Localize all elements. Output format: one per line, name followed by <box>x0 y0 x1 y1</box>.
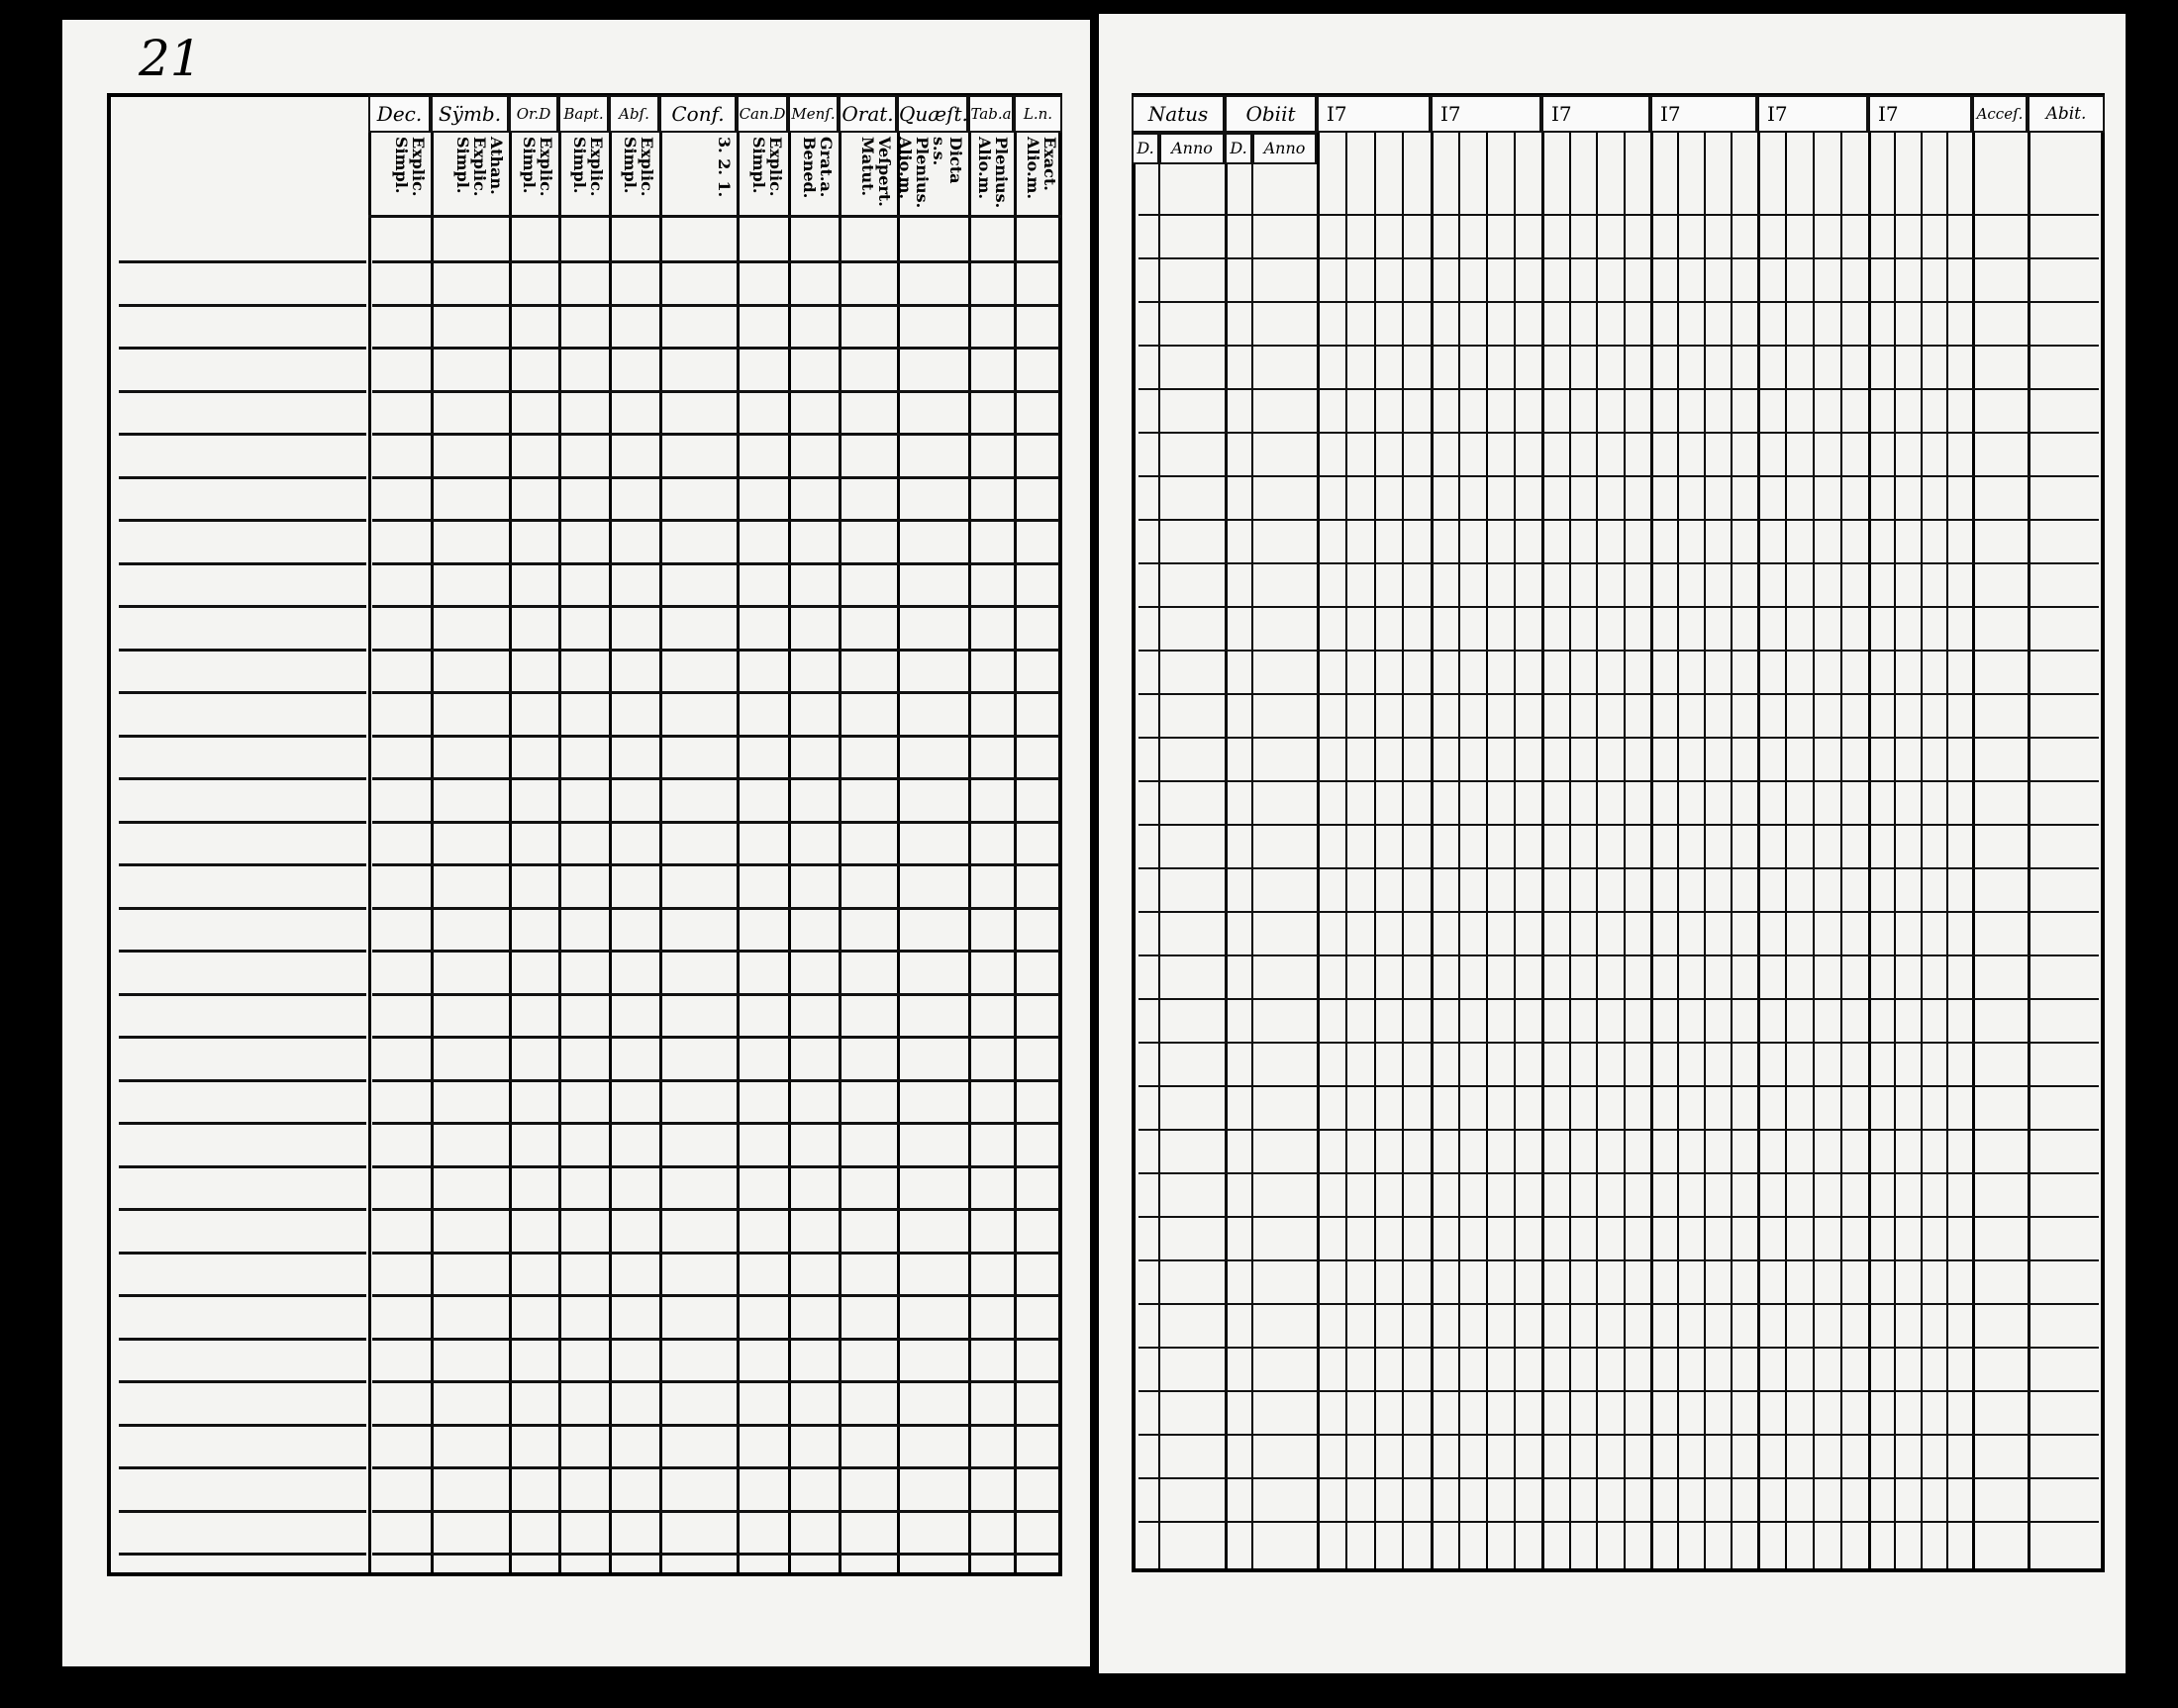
column-header: L.n. <box>1014 95 1062 133</box>
column-divider <box>1431 97 1434 1572</box>
name-row-rule <box>119 605 366 608</box>
column-subheader: Explic. Simpl. <box>392 137 428 197</box>
row-rule <box>372 605 1059 608</box>
column-divider <box>839 97 842 1572</box>
row-rule <box>1138 737 2099 739</box>
row-rule <box>372 1424 1059 1427</box>
column-divider <box>558 97 561 1572</box>
row-rule <box>1138 693 2099 695</box>
name-row-rule <box>119 1510 366 1513</box>
row-rule <box>372 476 1059 479</box>
sub-divider <box>1785 133 1787 1570</box>
row-rule <box>1138 606 2099 608</box>
column-divider <box>1225 97 1228 1572</box>
column-divider <box>1972 97 1975 1572</box>
year-header: I7 <box>1757 95 1868 133</box>
sub-divider <box>1921 133 1923 1570</box>
sub-divider <box>1840 133 1842 1570</box>
row-rule <box>372 863 1059 866</box>
year-header: I7 <box>1541 95 1650 133</box>
row-rule <box>1138 432 2099 434</box>
row-rule <box>1138 1042 2099 1044</box>
column-subheader: Dicta s.s. Plenius. Alio.m. <box>896 137 965 209</box>
sub-divider <box>1486 133 1488 1570</box>
sub-divider <box>1813 133 1815 1570</box>
row-rule <box>372 1165 1059 1168</box>
column-subheader: Grat.a. Bened. <box>800 137 836 199</box>
natus-header: Natus <box>1132 95 1225 133</box>
column-divider <box>968 97 971 1572</box>
name-row-rule <box>119 1252 366 1255</box>
name-row-rule <box>119 1294 366 1297</box>
column-subheader: Explic. Simpl. <box>570 137 606 197</box>
name-row-rule <box>119 691 366 694</box>
row-rule <box>372 691 1059 694</box>
column-header: Quæſt. <box>897 95 968 133</box>
sub-divider <box>1731 133 1732 1570</box>
row-rule <box>1138 301 2099 303</box>
name-row-rule <box>119 347 366 350</box>
column-divider <box>1317 97 1320 1572</box>
row-rule <box>372 993 1059 996</box>
row-rule <box>1138 1521 2099 1523</box>
name-row-rule <box>119 993 366 996</box>
column-divider <box>737 97 740 1572</box>
column-divider <box>897 97 900 1572</box>
column-divider <box>368 97 371 1572</box>
year-header: I7 <box>1317 95 1431 133</box>
row-rule <box>372 649 1059 652</box>
column-divider <box>1541 97 1544 1572</box>
column-subheader: 3. 2. 1. <box>715 137 734 198</box>
column-divider <box>2028 97 2030 1572</box>
sub-divider <box>1704 133 1706 1570</box>
row-rule <box>372 1079 1059 1082</box>
column-divider <box>1014 97 1017 1572</box>
column-subheader: Explic. Simpl. <box>621 137 656 197</box>
name-row-rule <box>119 304 366 307</box>
row-rule <box>1138 257 2099 259</box>
row-rule <box>372 304 1059 307</box>
row-rule <box>1138 1172 2099 1174</box>
column-subheader: Explic. Simpl. <box>749 137 785 197</box>
row-rule <box>1138 1434 2099 1436</box>
row-rule <box>1138 214 2099 216</box>
name-row-rule <box>119 950 366 953</box>
row-rule <box>372 1036 1059 1039</box>
name-row-rule <box>119 649 366 652</box>
column-header: Or.D <box>509 95 558 133</box>
column-header: Sÿmb. <box>431 95 509 133</box>
name-row-rule <box>119 1036 366 1039</box>
name-row-rule <box>119 907 366 910</box>
column-subheader: Athan. Explic. Simpl. <box>453 137 506 197</box>
name-row-rule <box>119 390 366 393</box>
sub-divider <box>1374 133 1376 1570</box>
name-row-rule <box>119 562 366 565</box>
sub-divider <box>1458 133 1460 1570</box>
row-rule <box>372 260 1059 263</box>
column-header: Bapt. <box>558 95 609 133</box>
column-header: Conf. <box>659 95 737 133</box>
column-divider <box>431 97 434 1572</box>
name-row-rule <box>119 1380 366 1383</box>
sub-divider <box>1677 133 1679 1570</box>
year-header: I7 <box>1650 95 1757 133</box>
column-header: Can.D <box>737 95 788 133</box>
column-divider <box>509 97 512 1572</box>
year-header: I7 <box>1868 95 1972 133</box>
row-rule <box>1138 1216 2099 1218</box>
row-rule <box>1138 562 2099 564</box>
obiit-header: Obiit <box>1225 95 1317 133</box>
column-subheader: Explic. Simpl. <box>520 137 555 197</box>
row-rule <box>372 433 1059 436</box>
column-header: Orat. <box>839 95 897 133</box>
abiit-header: Abit. <box>2028 95 2105 133</box>
row-rule <box>372 1252 1059 1255</box>
anno-subheader: Anno <box>1159 133 1225 164</box>
row-rule <box>1138 824 2099 826</box>
sub-divider <box>1569 133 1571 1570</box>
row-rule <box>1138 1347 2099 1349</box>
left-register-table <box>107 93 1062 1576</box>
sub-divider <box>1624 133 1626 1570</box>
name-row-rule <box>119 1079 366 1082</box>
row-rule <box>1138 1085 2099 1087</box>
day-subheader: D. <box>1132 133 1159 164</box>
row-rule <box>1138 650 2099 652</box>
row-rule <box>1138 780 2099 782</box>
column-subheader: Veſpert. Matut. <box>858 137 894 207</box>
row-rule <box>1138 911 2099 913</box>
column-divider <box>659 97 662 1572</box>
column-divider <box>788 97 791 1572</box>
year-header: I7 <box>1431 95 1541 133</box>
name-row-rule <box>119 260 366 263</box>
right-register-table <box>1132 93 2105 1572</box>
row-rule <box>372 907 1059 910</box>
row-rule <box>372 1466 1059 1469</box>
row-rule <box>1138 1477 2099 1479</box>
column-header: Abſ. <box>609 95 659 133</box>
column-header: Menſ. <box>788 95 839 133</box>
name-row-rule <box>119 1466 366 1469</box>
row-rule <box>1138 1303 2099 1305</box>
header-rule <box>368 215 1062 218</box>
row-rule <box>372 735 1059 738</box>
row-rule <box>372 1208 1059 1211</box>
row-rule <box>372 1510 1059 1513</box>
sub-divider <box>1402 133 1404 1570</box>
row-rule <box>372 519 1059 522</box>
sub-divider <box>1596 133 1598 1570</box>
name-row-rule <box>119 1553 366 1556</box>
column-header: Tab.a <box>968 95 1014 133</box>
day-subheader: D. <box>1225 133 1252 164</box>
sub-divider <box>1345 133 1347 1570</box>
row-rule <box>372 821 1059 824</box>
name-row-rule <box>119 821 366 824</box>
row-rule <box>1138 998 2099 1000</box>
page-number: 21 <box>139 30 202 87</box>
name-row-rule <box>119 863 366 866</box>
row-rule <box>372 1122 1059 1125</box>
column-subheader: Plenius. Alio.m. <box>975 137 1011 209</box>
row-rule <box>1138 475 2099 477</box>
name-row-rule <box>119 1122 366 1125</box>
row-rule <box>1138 1129 2099 1131</box>
name-row-rule <box>119 1338 366 1341</box>
row-rule <box>372 1553 1059 1556</box>
row-rule <box>372 1294 1059 1297</box>
row-rule <box>372 950 1059 953</box>
row-rule <box>1138 388 2099 390</box>
sub-divider <box>1894 133 1896 1570</box>
name-row-rule <box>119 476 366 479</box>
column-divider <box>1757 97 1760 1572</box>
row-rule <box>372 347 1059 350</box>
name-row-rule <box>119 1208 366 1211</box>
name-row-rule <box>119 735 366 738</box>
row-rule <box>372 1380 1059 1383</box>
name-row-rule <box>119 433 366 436</box>
column-header: Dec. <box>368 95 431 133</box>
row-rule <box>372 1338 1059 1341</box>
row-rule <box>1138 345 2099 347</box>
row-rule <box>372 562 1059 565</box>
row-rule <box>1138 867 2099 869</box>
column-divider <box>1868 97 1871 1572</box>
anno-subheader: Anno <box>1252 133 1317 164</box>
column-divider <box>609 97 612 1572</box>
name-row-rule <box>119 1424 366 1427</box>
column-subheader: Exact. Alio.m. <box>1024 137 1059 200</box>
sub-divider <box>1514 133 1516 1570</box>
name-row-rule <box>119 1165 366 1168</box>
row-rule <box>372 390 1059 393</box>
name-row-rule <box>119 777 366 780</box>
row-rule <box>1138 1390 2099 1392</box>
row-rule <box>372 777 1059 780</box>
accessit-header: Acceſ. <box>1972 95 2028 133</box>
column-divider <box>1650 97 1653 1572</box>
row-rule <box>1138 954 2099 956</box>
name-row-rule <box>119 519 366 522</box>
row-rule <box>1138 1259 2099 1261</box>
sub-divider <box>1946 133 1948 1570</box>
row-rule <box>1138 519 2099 521</box>
